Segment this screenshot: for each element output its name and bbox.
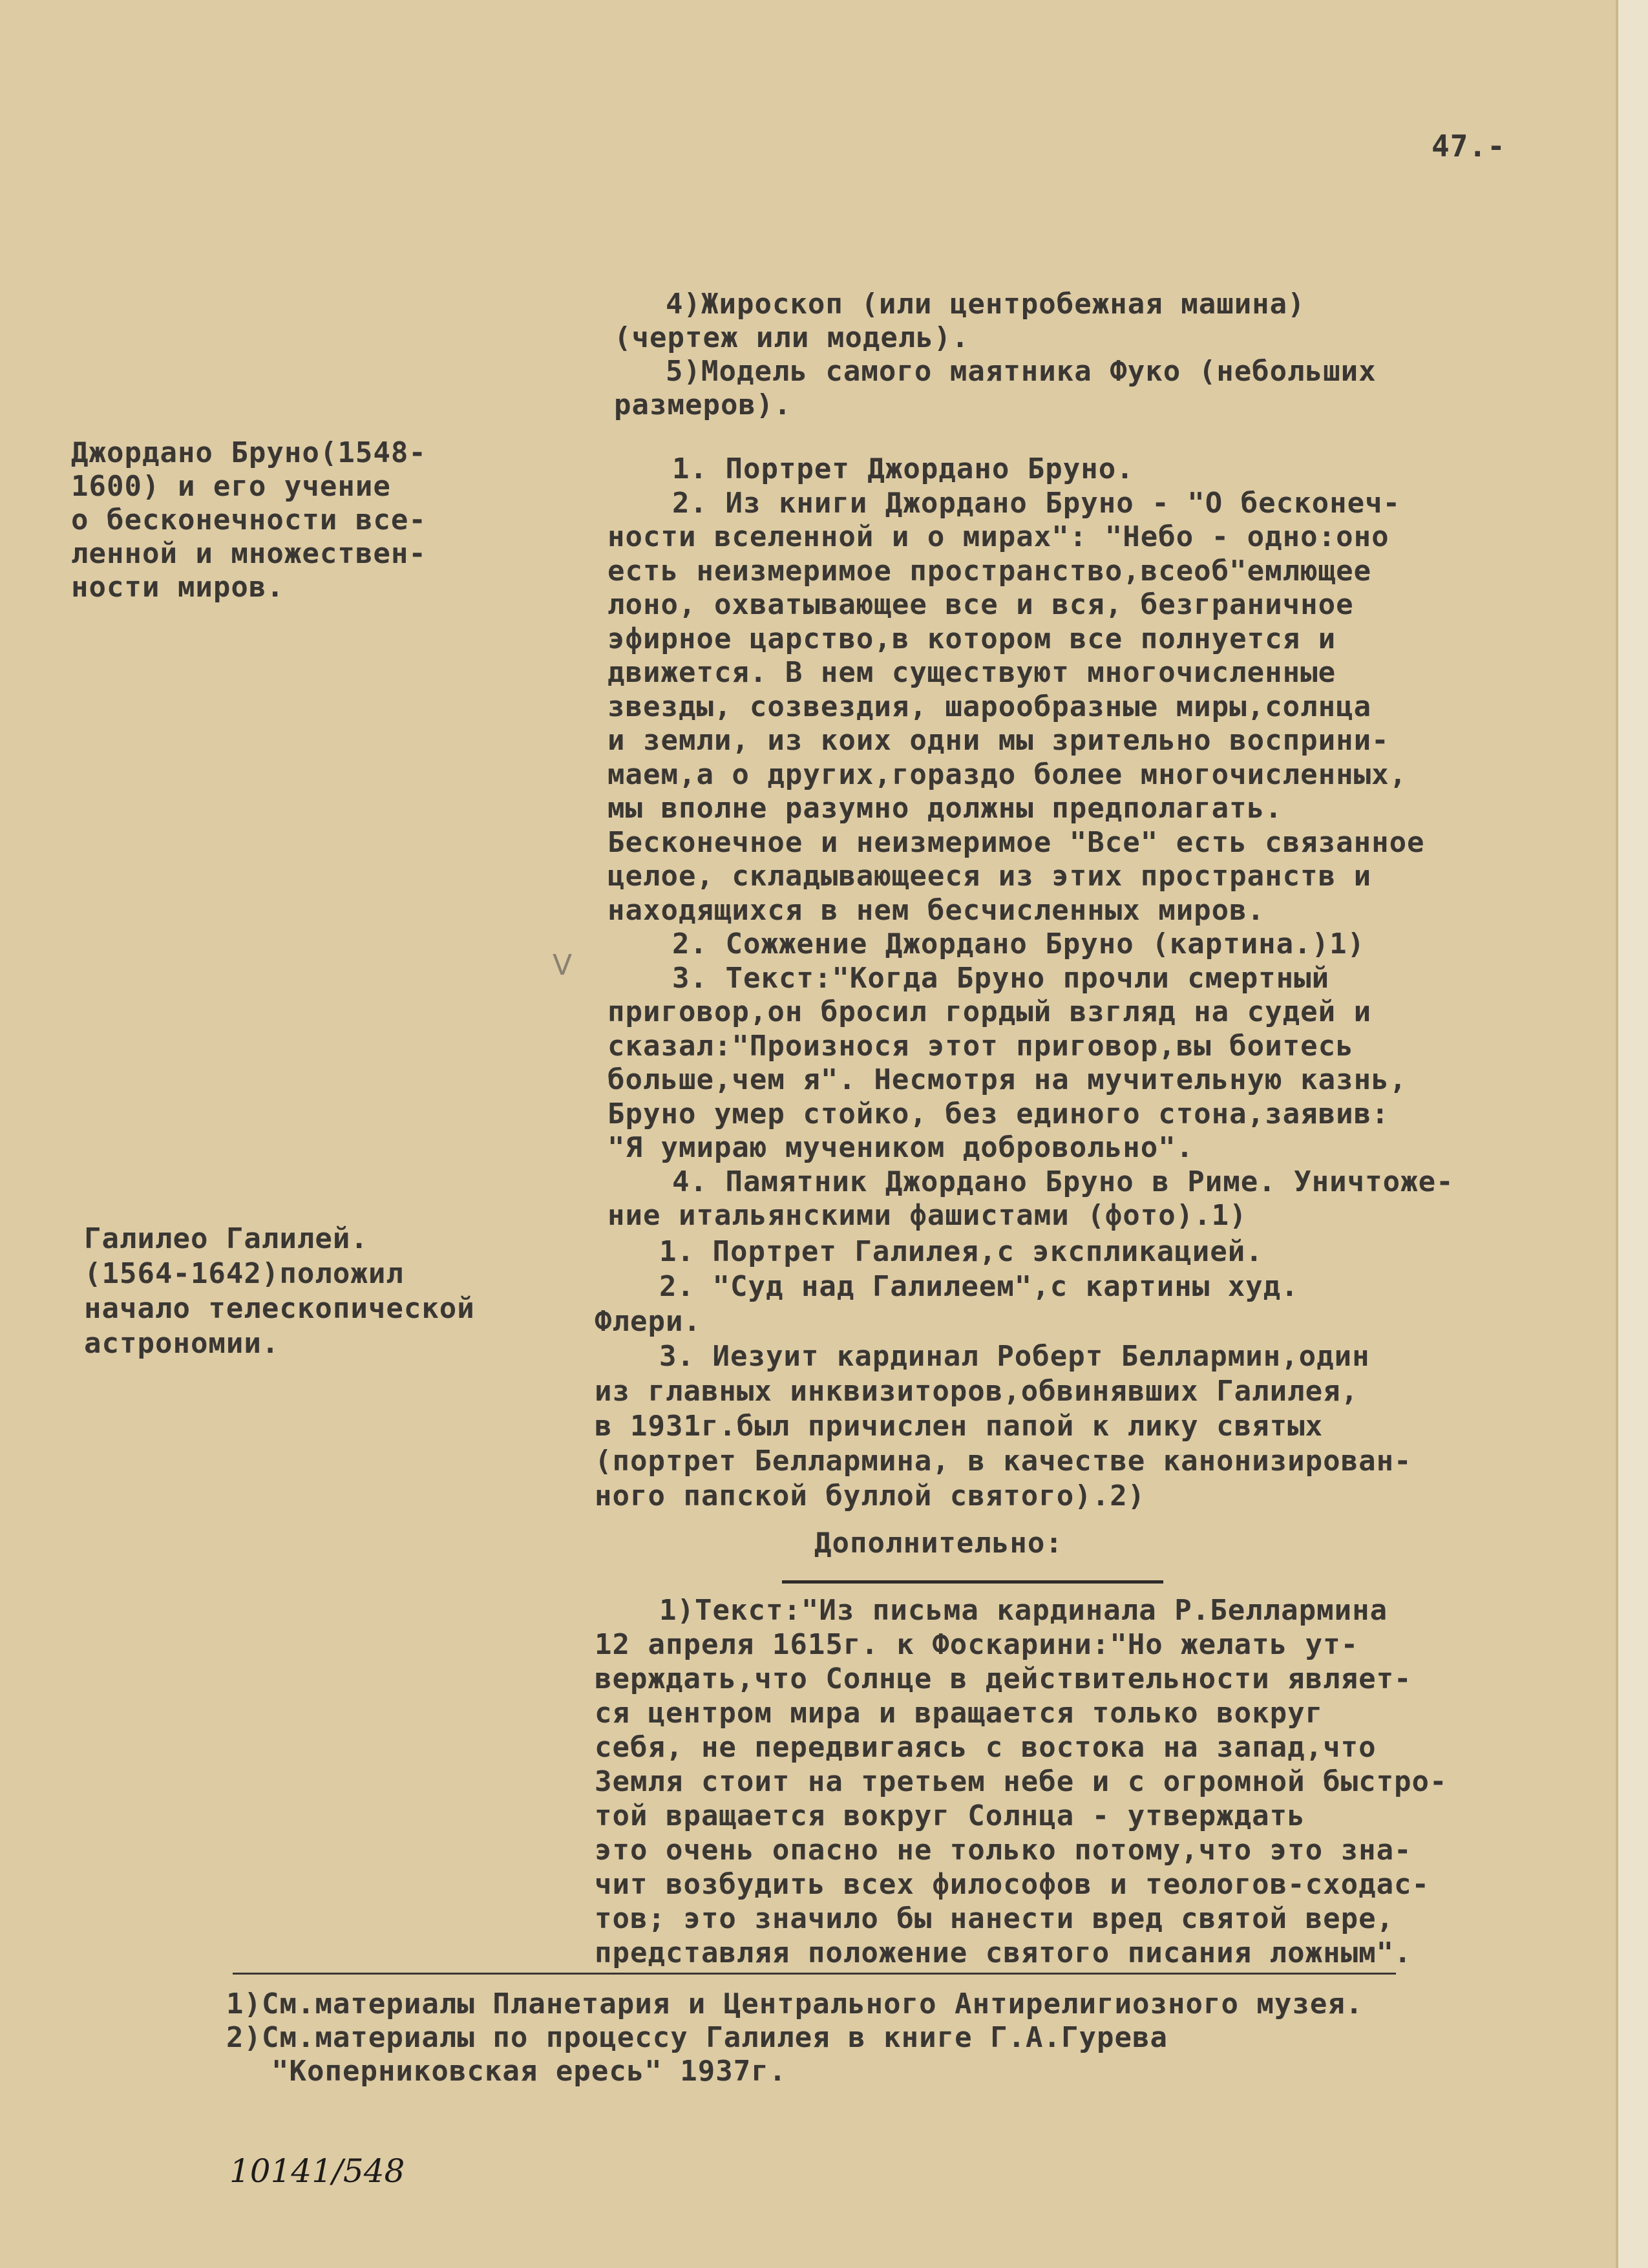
text-line: "Я умираю мучеником добровольно". [607, 1131, 1194, 1164]
text-line: чит возбудить всех философов и теологов-сходас- [595, 1868, 1430, 1901]
topic-line: (1564-1642)положил [84, 1257, 404, 1290]
bruno-text [607, 452, 1454, 1233]
intro-line: размеров). [614, 388, 792, 421]
additional-text [595, 1593, 1448, 1970]
footnote: 2)См.материалы по процессу Галилея в книге Г.А.Гурева [226, 2021, 1168, 2054]
galileo-text [595, 1235, 1412, 1514]
text-line: сказал:"Произнося этот приговор,вы боитесь [607, 1029, 1354, 1063]
text-line: больше,чем я". Несмотря на мучительную казнь, [607, 1063, 1408, 1096]
text-line: 2. "Суд над Галилеем",с картины худ. [659, 1270, 1299, 1303]
section-heading: Дополнительно: [814, 1527, 1063, 1560]
archive-number: 10141/548 [229, 2152, 405, 2190]
text-line: ного папской буллой святого).2) [595, 1479, 1146, 1512]
text-line: находящихся в нем бесчисленных миров. [607, 893, 1265, 927]
text-line: верждать,что Солнце в действительности являет- [595, 1662, 1412, 1695]
text-line: ся центром мира и вращается только вокруг [595, 1697, 1324, 1730]
footnotes [226, 1987, 1363, 2088]
galileo-topic [84, 1222, 475, 1361]
text-line: звезды, созвездия, шарообразные миры,солнца [607, 690, 1372, 723]
text-line: 1. Портрет Джордано Бруно. [672, 452, 1134, 485]
text-line: тов; это значило бы нанести вред святой вере, [595, 1902, 1395, 1935]
page-number: 47.- [1431, 129, 1506, 164]
text-line: (портрет Беллармина, в качестве канонизирован- [595, 1445, 1412, 1478]
heading-underline [782, 1580, 1163, 1584]
topic-line: о бесконечности все- [71, 503, 427, 536]
text-line: приговор,он бросил гордый взгляд на судей и [607, 995, 1372, 1028]
text-line: представляя положение святого писания ложным". [595, 1936, 1412, 1969]
text-line: Земля стоит на третьем небе и с огромной быстро- [595, 1765, 1448, 1798]
text-line: эфирное царство,в котором все полнуется и [607, 622, 1336, 655]
text-line: 12 апреля 1615г. к Фоскарини:"Но желать ут- [595, 1628, 1359, 1661]
text-line: в 1931г.был причислен папой к лику святых [595, 1410, 1324, 1443]
text-line: есть неизмеримое пространство,всеоб"емлющее [607, 554, 1372, 588]
text-line: это очень опасно не только потому,что это зна- [595, 1834, 1412, 1867]
text-line: маем,а о других,гораздо более многочисленных, [607, 758, 1408, 791]
text-line: 3. Текст:"Когда Бруно прочли смертный [672, 961, 1330, 995]
footnote: 1)См.материалы Планетария и Центрального Антирелигиозного музея. [226, 1987, 1364, 2020]
intro-line: 4)Жироскоп (или центробежная машина) [666, 288, 1305, 321]
text-line: 3. Иезуит кардинал Роберт Беллармин,один [659, 1340, 1370, 1373]
text-line: целое, складывающееся из этих пространств и [607, 860, 1372, 893]
topic-line: начало телескопической [84, 1292, 475, 1325]
footnote: "Коперниковская ересь" 1937г. [271, 2055, 787, 2088]
margin-mark: V [553, 949, 573, 982]
text-line: ности вселенной и о мирах": "Небо - одно:оно [607, 520, 1389, 553]
topic-line: ности миров. [71, 571, 284, 604]
text-line: 1. Портрет Галилея,с экспликацией. [659, 1235, 1263, 1268]
page-edge [1618, 0, 1648, 2268]
topic-line: 1600) и его учение [71, 470, 391, 503]
text-line: себя, не передвигаясь с востока на запад,что [595, 1731, 1377, 1764]
text-line: ние итальянскими фашистами (фото).1) [607, 1199, 1247, 1232]
footnote-divider [233, 1973, 1396, 1975]
text-line: 2. Из книги Джордано Бруно - "О бесконеч- [672, 486, 1401, 520]
intro-block [614, 288, 1377, 422]
text-line: той вращается вокруг Солнца - утверждать [595, 1799, 1305, 1832]
text-line: 2. Сожжение Джордано Бруно (картина.)1) [672, 927, 1366, 960]
topic-line: Галилео Галилей. [84, 1222, 368, 1255]
text-line: мы вполне разумно должны предполагать. [607, 792, 1283, 825]
text-line: и земли, из коих одни мы зрительно восприни- [607, 724, 1389, 757]
topic-line: ленной и множествен- [71, 537, 427, 570]
topic-line: Джордано Бруно(1548- [71, 436, 427, 469]
bruno-topic [71, 436, 427, 604]
intro-line: (чертеж или модель). [614, 321, 969, 354]
text-line: 4. Памятник Джордано Бруно в Риме. Уничтоже- [672, 1165, 1454, 1198]
text-line: Бесконечное и неизмеримое "Все" есть связанное [607, 825, 1425, 859]
intro-line: 5)Модель самого маятника Фуко (небольших [666, 355, 1377, 388]
text-line: Бруно умер стойко, без единого стона,заявив: [607, 1097, 1389, 1130]
text-line: лоно, охватывающее все и вся, безграничное [607, 588, 1354, 621]
text-line: 1)Текст:"Из письма кардинала Р.Беллармина [659, 1594, 1388, 1627]
text-line: движется. В нем существуют многочисленные [607, 656, 1336, 689]
topic-line: астрономии. [84, 1327, 280, 1360]
text-line: Флери. [595, 1305, 701, 1338]
text-line: из главных инквизиторов,обвинявших Галилея, [595, 1375, 1359, 1408]
